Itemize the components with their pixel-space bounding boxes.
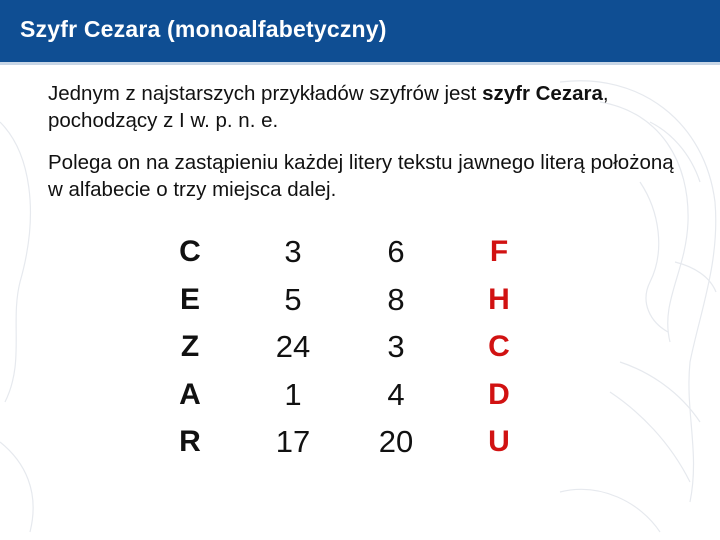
plain-position: 3: [284, 234, 302, 269]
plain-position: 24: [275, 329, 311, 364]
intro-text-before: Jednym z najstarszych przykładów szyfrów jest: [48, 82, 483, 105]
plain-letter: C: [179, 235, 201, 268]
plain-letter: R: [179, 425, 201, 458]
slide-title: Szyfr Cezara (monoalfabetyczny): [20, 16, 387, 42]
shifted-position: 4: [387, 376, 405, 412]
cipher-letter: H: [488, 282, 510, 316]
plain-letter: Z: [180, 330, 200, 363]
shifted-positions-column: [356, 228, 436, 466]
plain-position: 5: [284, 281, 302, 317]
cipher-letters-column: [459, 228, 539, 466]
plain-position: 17: [275, 424, 311, 459]
intro-text-after: , pochodzący z I w. p. n. e.: [48, 82, 609, 132]
cipher-letter: C: [488, 330, 510, 363]
method-paragraph: Polega on na zastąpieniu każdej litery tekstu jawnego literą położoną w alfabecie o trzy miejsca dalej.: [48, 151, 674, 201]
cipher-letter: F: [489, 235, 509, 268]
plain-position: 1: [284, 376, 302, 412]
plain-letter: A: [179, 377, 201, 411]
intro-paragraph: [48, 80, 688, 134]
cipher-letter: U: [488, 425, 510, 458]
plain-letter: E: [179, 282, 200, 316]
plain-letters-column: [150, 228, 230, 466]
plain-positions-column: [253, 228, 333, 466]
shifted-position: 8: [387, 281, 405, 317]
intro-bold-term: szyfr Cezara: [482, 82, 603, 105]
shifted-position: 20: [378, 424, 414, 459]
shifted-position: 3: [387, 329, 405, 364]
slide-header: [0, 0, 720, 65]
cipher-letter: D: [488, 377, 510, 411]
shifted-position: 6: [387, 234, 405, 269]
